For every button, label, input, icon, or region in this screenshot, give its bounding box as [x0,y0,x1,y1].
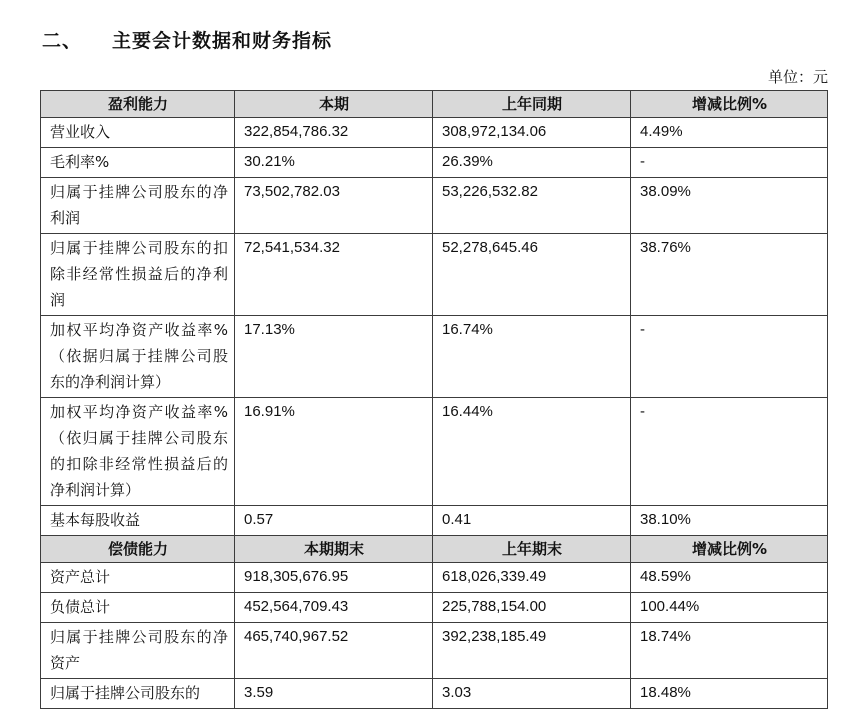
change-value: 38.09% [631,178,828,234]
table-row [41,148,828,178]
previous-value: 225,788,154.00 [433,593,631,623]
table-row [41,398,828,506]
unit-label: 单位：元 [767,68,828,86]
change-value: 18.74% [631,623,828,679]
current-value: 322,854,786.32 [235,118,433,148]
change-value: 48.59% [631,563,828,593]
row-label: 加权平均净资产收益率%（依据归属于挂牌公司股东的净利润计算） [41,316,235,398]
column-header-previous: 上年期末 [433,536,631,563]
previous-value: 3.03 [433,679,631,709]
change-value: 18.48% [631,679,828,709]
change-value: 38.10% [631,506,828,536]
previous-value: 308,972,134.06 [433,118,631,148]
current-value: 16.91% [235,398,433,506]
row-label: 营业收入 [41,118,235,148]
row-label: 归属于挂牌公司股东的扣除非经常性损益后的净利润 [41,234,235,316]
previous-value: 52,278,645.46 [433,234,631,316]
current-value: 3.59 [235,679,433,709]
solvency-header-row [41,536,828,563]
section-number: 二、 [42,30,83,52]
table-row [41,623,828,679]
row-label: 毛利率% [41,148,235,178]
table-row [41,563,828,593]
current-value: 452,564,709.43 [235,593,433,623]
change-value: - [631,398,828,506]
row-label: 归属于挂牌公司股东的净资产 [41,623,235,679]
change-value: 38.76% [631,234,828,316]
table-row [41,178,828,234]
financial-indicators-table [40,90,828,709]
current-value: 0.57 [235,506,433,536]
current-value: 73,502,782.03 [235,178,433,234]
current-value: 30.21% [235,148,433,178]
previous-value: 53,226,532.82 [433,178,631,234]
row-label: 负债总计 [41,593,235,623]
table-row [41,234,828,316]
column-header-previous: 上年同期 [433,91,631,118]
column-header-category: 偿债能力 [41,536,235,563]
previous-value: 392,238,185.49 [433,623,631,679]
current-value: 465,740,967.52 [235,623,433,679]
current-value: 17.13% [235,316,433,398]
column-header-change: 增减比例% [631,91,828,118]
row-label: 资产总计 [41,563,235,593]
table-row [41,506,828,536]
previous-value: 16.44% [433,398,631,506]
previous-value: 26.39% [433,148,631,178]
change-value: - [631,316,828,398]
change-value: 100.44% [631,593,828,623]
row-label: 归属于挂牌公司股东的净利润 [41,178,235,234]
column-header-current: 本期 [235,91,433,118]
current-value: 918,305,676.95 [235,563,433,593]
current-value: 72,541,534.32 [235,234,433,316]
column-header-change: 增减比例% [631,536,828,563]
row-label: 归属于挂牌公司股东的 [41,679,235,709]
previous-value: 0.41 [433,506,631,536]
table-row [41,593,828,623]
section-heading [42,26,332,53]
previous-value: 16.74% [433,316,631,398]
column-header-category: 盈利能力 [41,91,235,118]
table-row [41,316,828,398]
row-label: 加权平均净资产收益率%（依归属于挂牌公司股东的扣除非经常性损益后的净利润计算） [41,398,235,506]
table-row [41,679,828,709]
profitability-header-row [41,91,828,118]
row-label: 基本每股收益 [41,506,235,536]
table-row [41,118,828,148]
column-header-current: 本期期末 [235,536,433,563]
previous-value: 618,026,339.49 [433,563,631,593]
change-value: - [631,148,828,178]
change-value: 4.49% [631,118,828,148]
section-title: 主要会计数据和财务指标 [112,30,333,52]
